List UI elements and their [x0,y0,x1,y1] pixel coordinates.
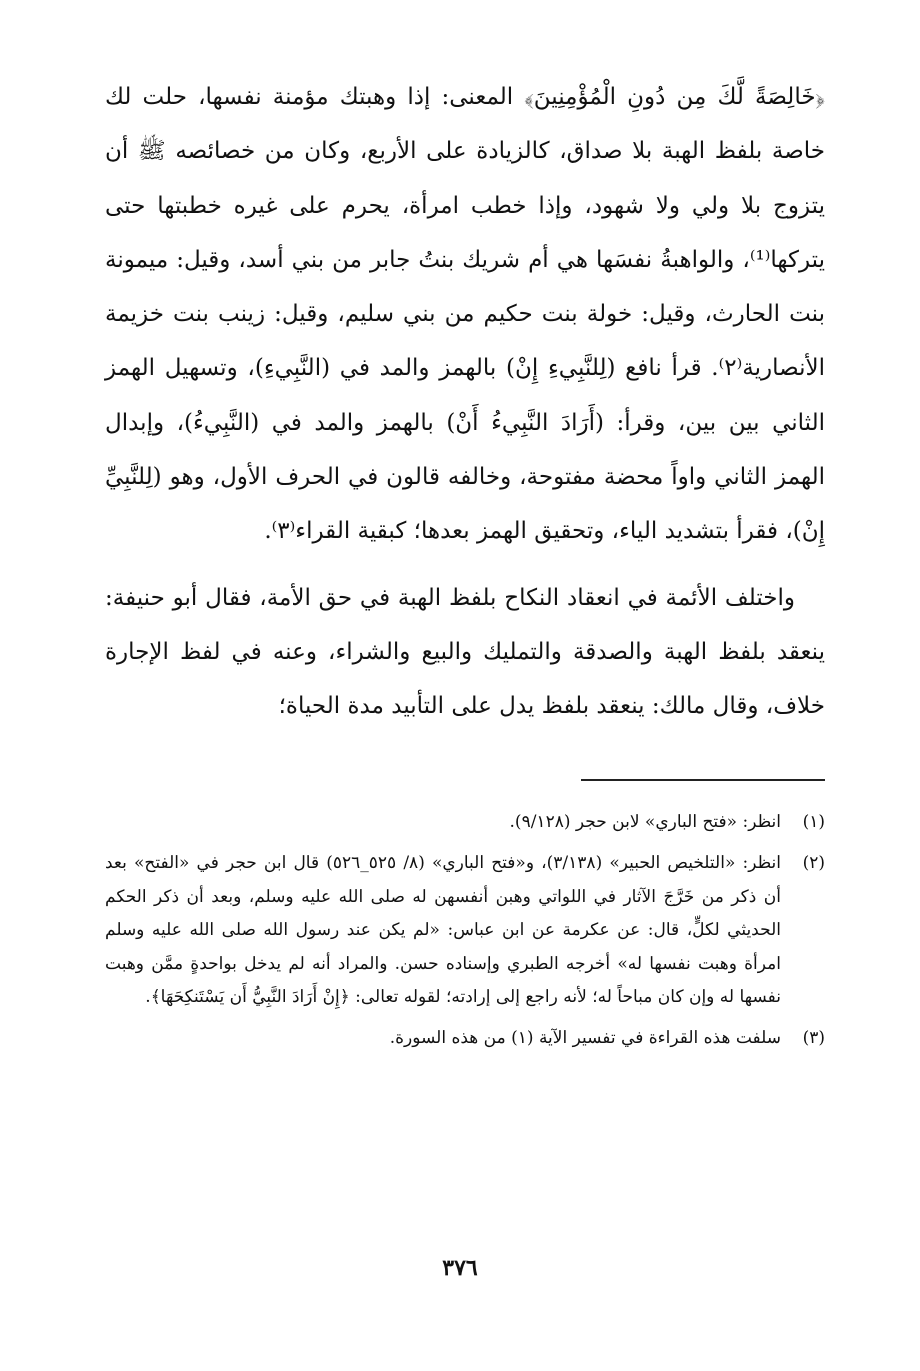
footnote-3 [105,1022,825,1055]
footnotes-section [105,806,825,1064]
paragraph-1: ﴿خَالِصَةً لَّكَ مِن دُونِ الْمُؤْمِنِينَ﴾ المعنى: إذا وهبتك مؤمنة نفسها، حلت لك خاصة بلفظ الهبة بلا صداق، كالزيادة على الأربع، وكان من خصائصه ﷺ أن يتزوج بلا ولي ولا شهود، وإذا خطب امرأة، يحرم على غيره خطبتها حتى يتركها⁽¹⁾، والواهبةُ نفسَها هي أم شريك بنتُ جابر من بني أسد، وقيل: ميمونة بنت الحارث، وقيل: خولة بنت حكيم من بني سليم، وقيل: زينب بنت خزيمة الأنصارية⁽٢⁾. قرأ نافع (لِلنَّبِيءِ إِنْ) بالهمز والمد في (النَّبِيءِ)، وتسهيل الهمز الثاني بين بين، وقرأ: (أَرَادَ النَّبِيءُ أَنْ) بالهمز والمد في (النَّبِيءُ)، وإبدال الهمز الثاني واواً محضة مفتوحة، وخالفه قالون في الحرف الأول، وهو (لِلنَّبِيِّ إِنْ)، فقرأ بتشديد الياء، وتحقيق الهمز بعدها؛ كبقية القراء⁽٣⁾. [105,84,825,545]
footnote-number: (٢) [802,853,825,874]
footnote-text: انظر: «التلخيص الحبير» (٣/١٣٨)، و«فتح الباري» (٨/ ٥٢٥_٥٢٦) قال ابن حجر في «الفتح» بعد أن ذكر من خَرَّجَ الآثار في اللواتي وهبن أنفسهن له صلى الله عليه وسلم، وبعد أن ذكر الحكم الحديثي لكلٍّ، قال: عن عكرمة عن ابن عباس: «لم يكن عند رسول الله صلى الله عليه وسلم امرأة وهبت نفسها له» أخرجه الطبري وإسناده حسن. والمراد أنه لم يدخل بواحدةٍ ممَّن وهبت نفسها له وإن كان مباحاً له؛ لأنه راجع إلى إرادته؛ لقوله تعالى: ﴿إِنْ أَرَادَ النَّبِيُّ أَن يَسْتَنكِحَهَا﴾. [105,853,781,1008]
main-body-text [105,70,825,734]
page-number: ٣٧٦ [442,1255,478,1281]
footnote-number: (١) [802,812,825,832]
paragraph-2: واختلف الأئمة في انعقاد النكاح بلفظ الهبة في حق الأمة، فقال أبو حنيفة: ينعقد بلفظ الهبة والصدقة والتمليك والبيع والشراء، وعنه في لفظ الإجارة خلاف، وقال مالك: ينعقد بلفظ يدل على التأبيد مدة الحياة؛ [105,584,825,720]
footnote-separator [581,779,825,781]
footnote-number: (٣) [802,1028,825,1049]
footnote-2 [105,847,825,1014]
footnote-text: سلفت هذه القراءة في تفسير الآية (١) من هذه السورة. [389,1028,781,1049]
footnote-text: انظر: «فتح الباري» لابن حجر (٩/١٢٨). [509,812,781,832]
footnote-1 [105,806,825,839]
